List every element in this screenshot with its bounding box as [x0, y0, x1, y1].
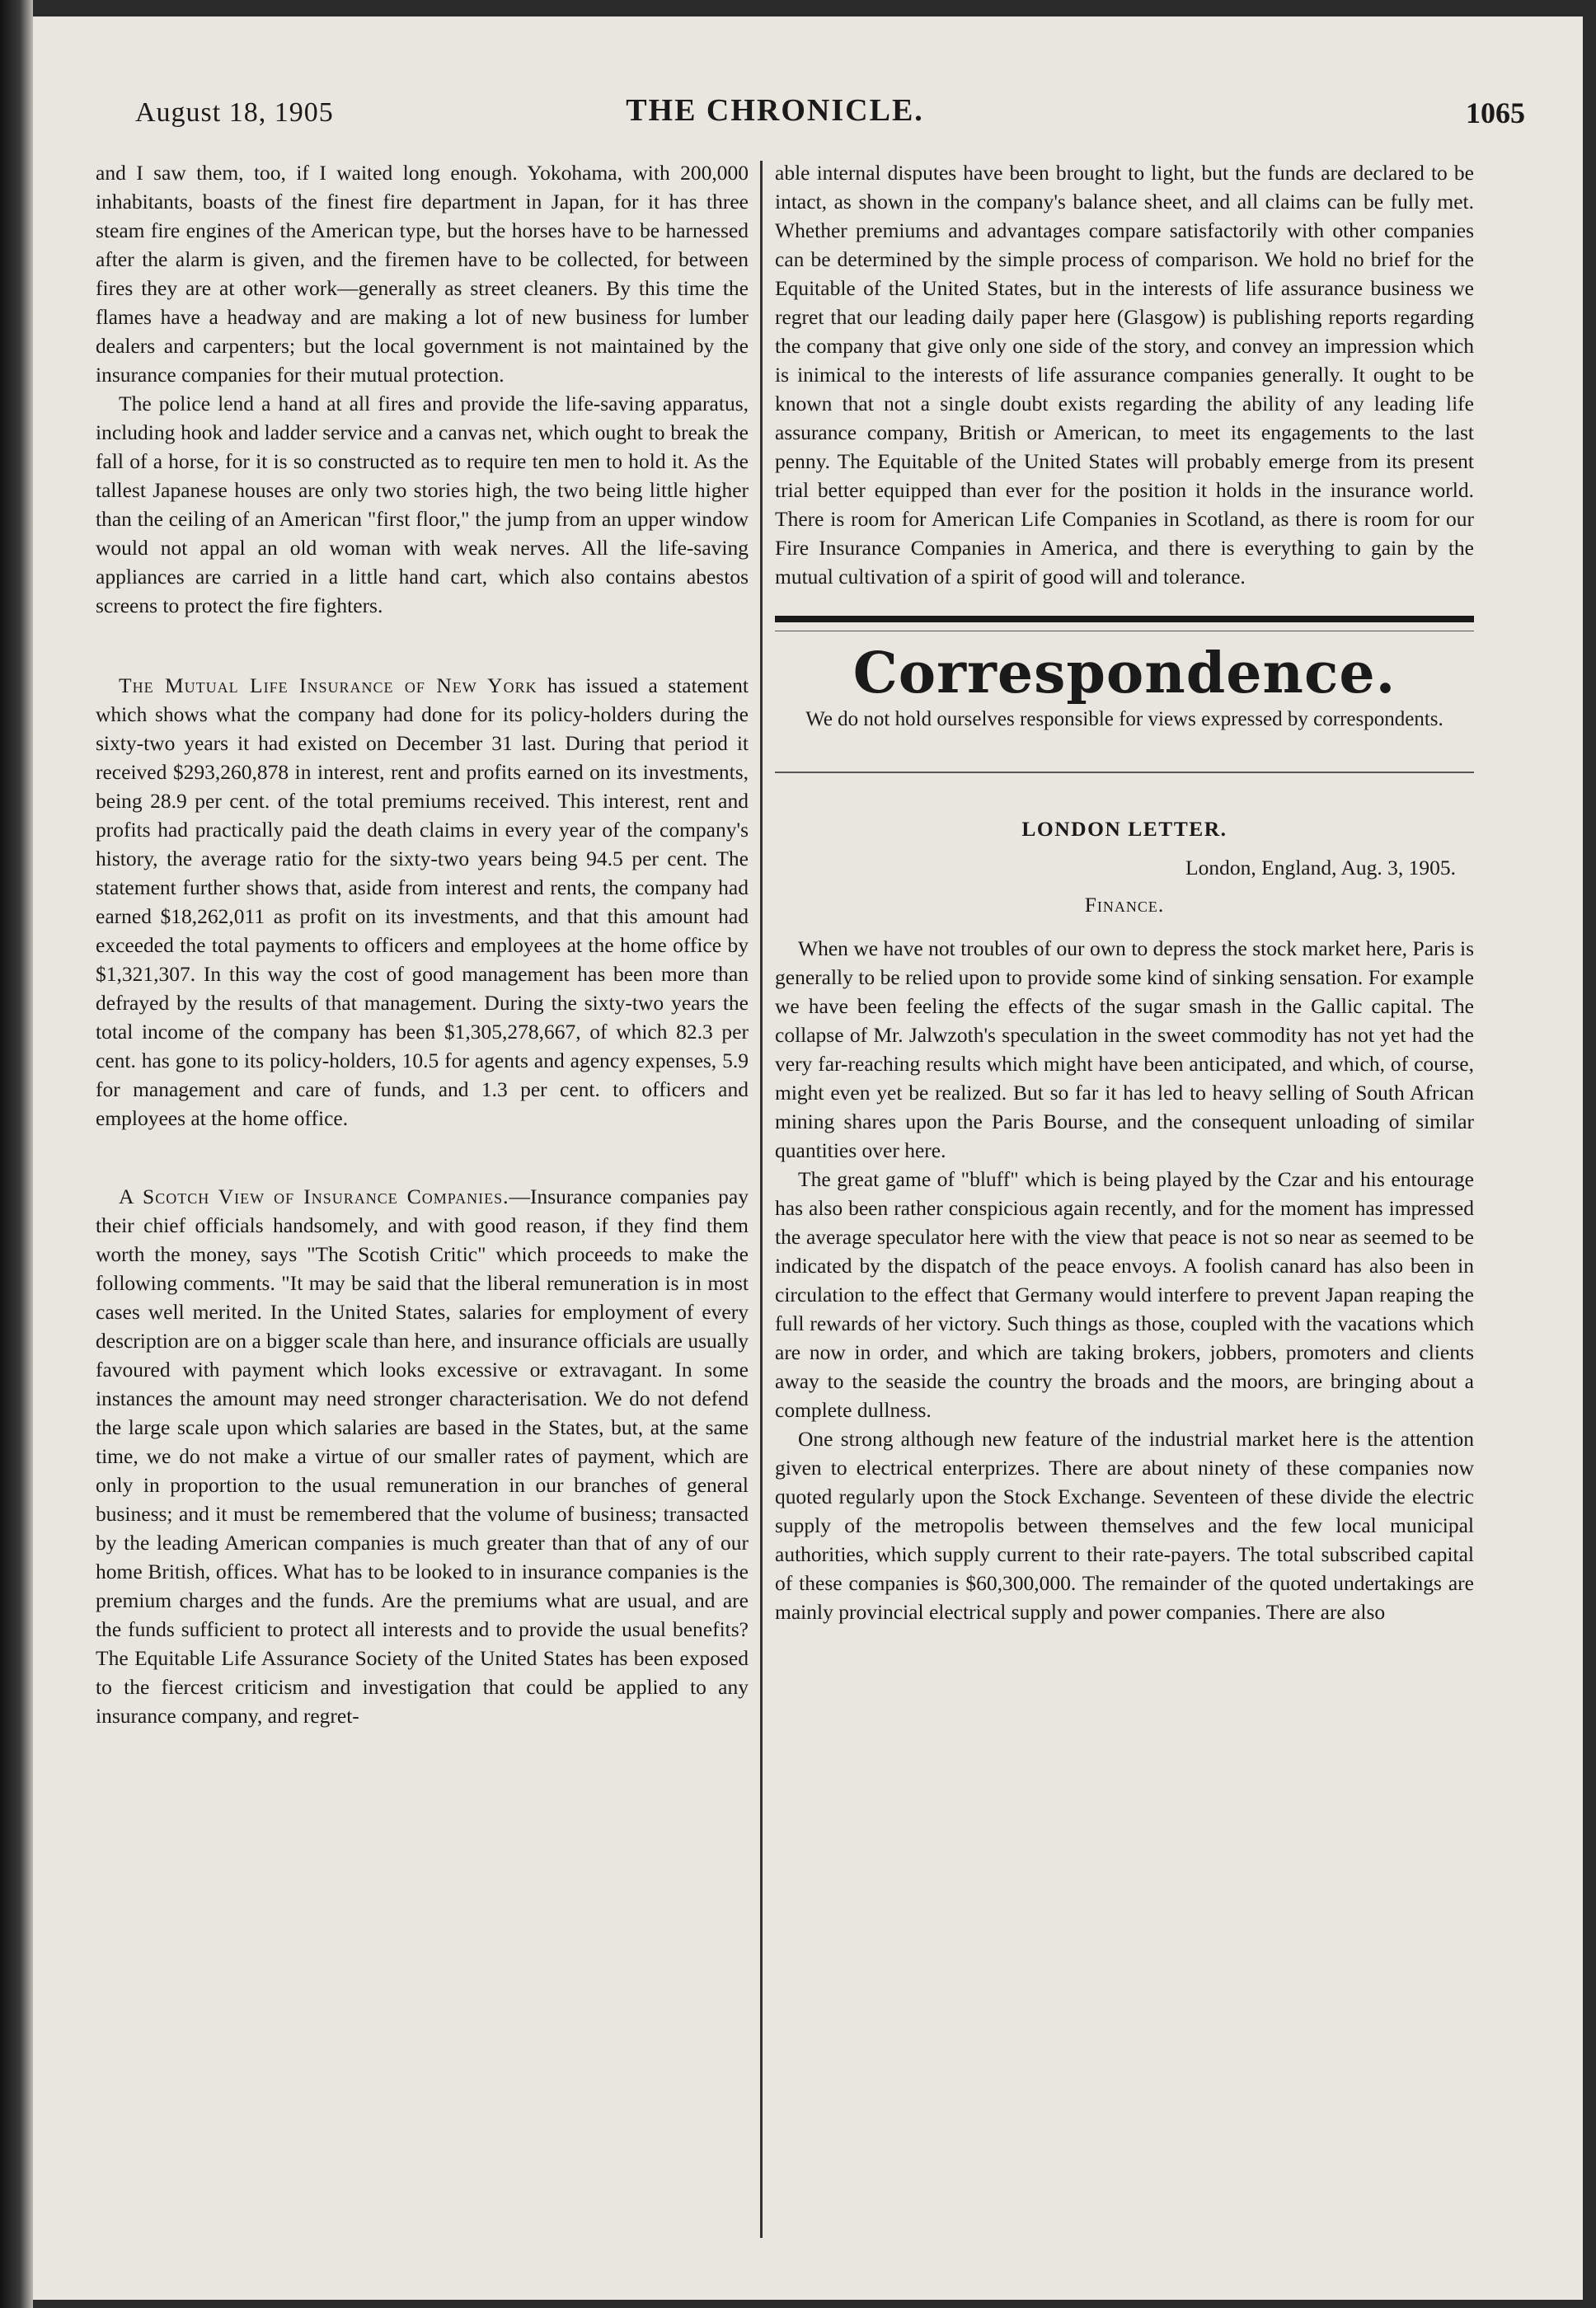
- header-title: THE CHRONICLE.: [626, 93, 924, 128]
- paragraph-bluff: The great game of "bluff" which is being played by the Czar and his entourage has also been rather conspicious again recently, and for the moment has impressed the average speculator here with the view that peace is not so near as seemed to be indicated by the dispatch of the peace envoys. A foolish canard has also been in circulation to the effect that Germany would interfere to prevent Japan reaping the full rewards of her victory. Such things as those, coupled with the vacations which are now in order, and which are taking brokers, jobbers, promoters and clients away to the seaside the country the broads and the moors, are bringing about a complete dullness.: [775, 1167, 1474, 1422]
- london-letter-dateline: London, England, Aug. 3, 1905.: [1185, 856, 1456, 880]
- page-header: [99, 84, 1525, 142]
- paragraph-mutual-life: [96, 671, 749, 1133]
- column-divider: [760, 161, 763, 2238]
- scotch-view-body: —Insurance companies pay their chief officials handsomely, and with good reason, if they find them worth the money, says "The Scotish Critic" which proceeds to make the following comments. "It may be said that the liberal remuneration is in most cases well merited. In the United States, salaries for employment of every description are on a bigger scale than here, and insurance officials are usually favoured with payment which looks excessive or extravagant. In some instances the amount may need stronger characterisation. We do not defend the large scale upon which salaries are based in the States, but, at the same time, we do not make a virtue of our smaller rates of payment, which are only in proportion to the usual remuneration in our branches of general business; and it must be remembered that the volume of business; transacted by the leading American companies is much greater than that of any of our home British, offices. What has to be looked to in insurance companies is the premium charges and the funds. Are the premiums what are usual, and are the funds sufficient to protect all interests and to provide the usual benefits? The Equitable Life Assurance Society of the United States has been exposed to the fiercest criticism and investigation that could be applied to any insurance company, and regret-: [96, 1184, 749, 1728]
- finance-section-heading: Finance.: [1084, 893, 1165, 917]
- paragraph-scotch-view: [96, 1182, 749, 1730]
- right-column: [775, 158, 1474, 1626]
- correspondence-rule: [775, 772, 1474, 773]
- paragraph-stock-market: When we have not troubles of our own to depress the stock market here, Paris is generally to be relied upon to provide some kind of sinking sensation. For example we have been feeling the effects of the sugar smash in the Gallic capital. The collapse of Mr. Jalwzoth's speculation in the sweet commodity has not yet had the very far-reaching results which might have been anticipated, and which, of course, might even yet be realized. But so far it has led to heavy selling of South African mining shares upon the Paris Bourse, and the consequent unloading of similar quantities over here.: [775, 936, 1474, 1162]
- paragraph-police: The police lend a hand at all fires and provide the life-saving apparatus, including hook and ladder service and a canvas net, which ought to break the fall of a horse, for it is so constructed as to require ten men to hold it. As the tallest Japanese houses are only two stories high, the two being little higher than the ceiling of an American "first floor," the jump from an upper window would not appal an old woman with weak nerves. All the life-saving appliances are carried in a little hand cart, which also contains abestos screens to protect the fire fighters.: [96, 392, 749, 617]
- london-letter-title: LONDON LETTER.: [1021, 817, 1228, 841]
- scotch-view-lead: A Scotch View of Insurance Companies.: [119, 1184, 509, 1208]
- left-column: [96, 158, 749, 1730]
- correspondence-disclaimer: We do not hold ourselves responsible for views expressed by correspondents.: [805, 708, 1443, 730]
- paragraph-equitable-continued: able internal disputes have been brought to light, but the funds are declared to be intact, as shown in the company's balance sheet, and all claims can be fully met. Whether premiums and advantages compare satisfactorily with other companies can be determined by the simple process of comparison. We hold no brief for the Equitable of the United States, but in the interests of life assurance business we regret that our leading daily paper here (Glasgow) is publishing reports regarding the company that give only one side of the story, and convey an impression which is inimical to the interests of life assurance companies generally. It ought to be known that not a single doubt exists regarding the ability of any leading life assurance company, British or American, to meet its engagements to the last penny. The Equitable of the United States will probably emerge from its present trial better equipped than ever for the position it holds in the insurance world. There is room for American Life Companies in Scotland, as there is room for our Fire Insurance Companies in America, and there is everything to gain by the mutual cultivation of a spirit of good will and tolerance.: [775, 161, 1474, 589]
- paragraph-yokohama: and I saw them, too, if I waited long enough. Yokohama, with 200,000 inhabitants, boasts of the finest fire department in Japan, for it has three steam fire engines of the American type, but the horses have to be harnessed after the alarm is given, and the firemen have to be collected, for between fires they are at other work—generally as street cleaners. By this time the flames have a headway and are making a lot of new business for lumber dealers and carpenters; but the local government is not maintained by the insurance companies for their mutual protection.: [96, 161, 749, 387]
- correspondence-heading: Correspondence.: [852, 640, 1396, 706]
- mutual-life-body: has issued a statement which shows what the company had done for its policy-holders during the sixty-two years it had existed on December 31 last. During that period it received $293,260,878 in interest, rent and profits earned on its investments, being 28.9 per cent. of the total premiums received. This interest, rent and profits had practically paid the death claims in every year of the company's history, the average ratio for the sixty-two years being 94.5 per cent. The statement further shows that, aside from interest and rents, the company had earned $18,262,011 as profit on its investments, and that this amount had exceeded the total payments to officers and employees at the home office by $1,321,307. In this way the cost of good management has been more than defrayed by the results of that management. During the sixty-two years the total income of the company has been $1,305,278,667, of which 82.3 per cent. has gone to its policy-holders, 10.5 for agents and agency expenses, 5.9 for management and care of funds, and 1.3 per cent. to officers and employees at the home office.: [96, 673, 749, 1130]
- mutual-life-lead: The Mutual Life Insurance of New York: [119, 673, 537, 697]
- header-date: August 18, 1905: [135, 97, 334, 128]
- book-binding-edge: [0, 0, 33, 2308]
- newspaper-page: [33, 16, 1583, 2300]
- paragraph-electrical: One strong although new feature of the industrial market here is the attention given to electrical enterprizes. There are about ninety of these companies now quoted regularly upon the Stock Exchange. Seventeen of these divide the electric supply of the metropolis between themselves and the few local municipal authorities, which supply current to their rate-payers. The total subscribed capital of these companies is $60,300,000. The remainder of the quoted undertakings are mainly provincial electrical supply and power companies. There are also: [775, 1427, 1474, 1624]
- section-rule-thick: [775, 616, 1474, 622]
- header-page-number: 1065: [1466, 96, 1525, 129]
